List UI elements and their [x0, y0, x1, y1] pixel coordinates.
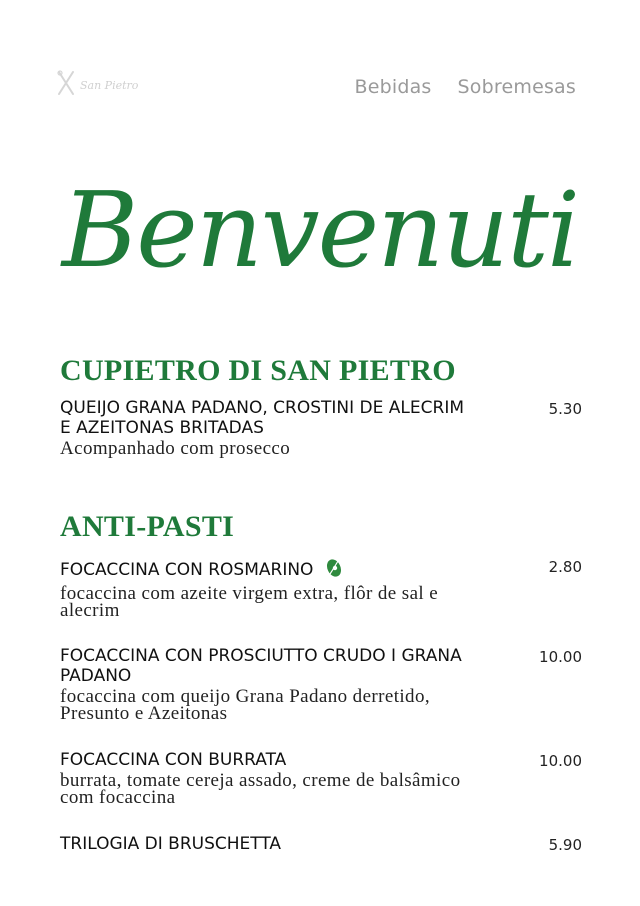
item-description: focaccina com queijo Grana Padano derretido, Presunto e Azeitonas: [60, 686, 430, 724]
item-price: 5.30: [548, 400, 582, 418]
item-name: QUEIJO GRANA PADANO, CROSTINI DE ALECRIM E AZEITONAS BRITADAS: [60, 398, 464, 438]
section-title-anti-pasti: ANTI-PASTI: [60, 510, 235, 543]
menu-item: [60, 834, 582, 854]
item-description: burrata, tomate cereja assado, creme de balsâmico com focaccina: [60, 770, 461, 808]
nav-link-sobremesas[interactable]: Sobremesas: [457, 76, 576, 98]
nav-link-bebidas[interactable]: Bebidas: [354, 76, 432, 98]
vegetarian-leaf-icon: [325, 556, 343, 583]
item-name: TRILOGIA DI BRUSCHETTA: [60, 834, 282, 854]
hero-title: Benvenuti: [61, 169, 579, 291]
logo-text: San Pietro: [80, 79, 139, 92]
item-name: FOCACCINA CON PROSCIUTTO CRUDO I GRANA PADANO: [60, 646, 462, 686]
item-price: 10.00: [539, 752, 582, 770]
section-title-cupietro: CUPIETRO DI SAN PIETRO: [60, 354, 456, 387]
menu-item: [60, 646, 582, 722]
item-price: 2.80: [548, 558, 582, 576]
menu-item: [60, 750, 582, 806]
item-description: Acompanhado com prosecco: [60, 438, 291, 459]
logo[interactable]: [56, 70, 138, 101]
cutlery-icon: [56, 70, 76, 101]
item-name: FOCACCINA CON BURRATA: [60, 750, 287, 770]
item-description: focaccina com azeite virgem extra, flôr de sal e alecrim: [60, 583, 439, 621]
item-price: 5.90: [548, 836, 582, 854]
menu-item: [60, 398, 582, 457]
item-name-row: [60, 556, 470, 583]
menu-item: [60, 556, 582, 619]
hero: [0, 169, 640, 291]
item-name: FOCACCINA CON ROSMARINO: [60, 560, 314, 580]
top-nav: [354, 76, 576, 98]
item-price: 10.00: [539, 648, 582, 666]
